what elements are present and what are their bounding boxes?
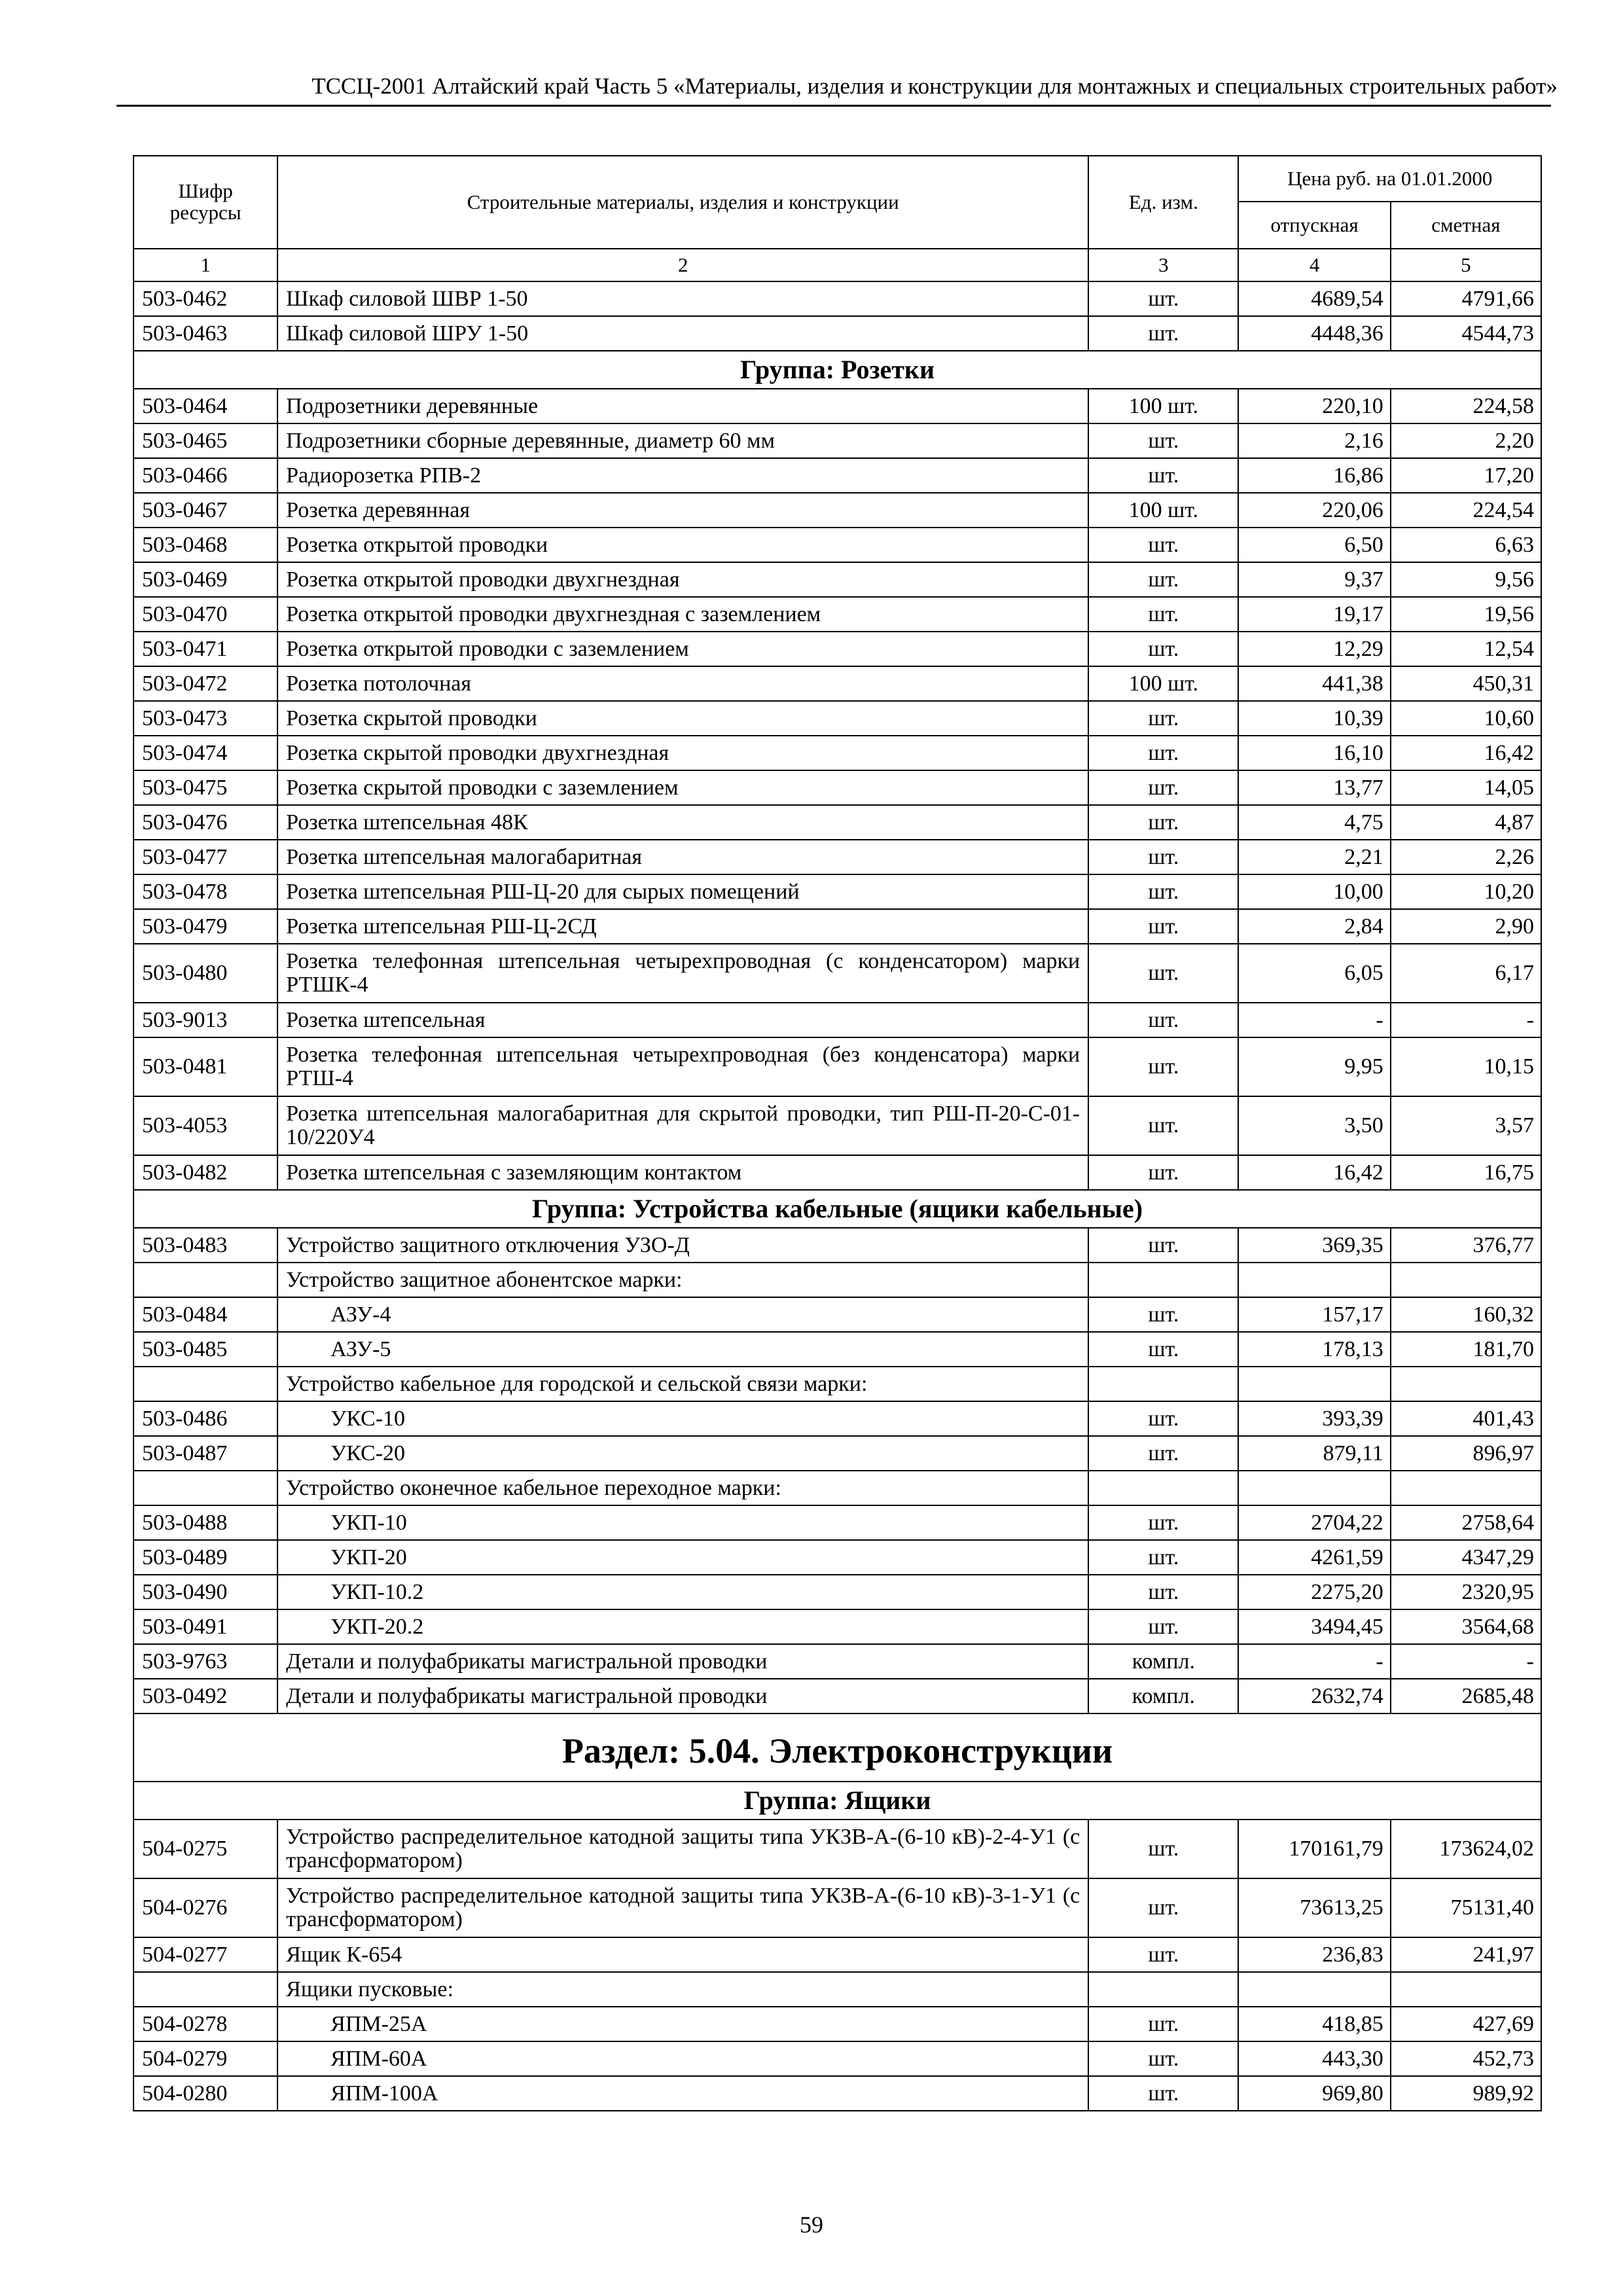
resource-code: 504-0279: [134, 2041, 277, 2076]
resource-code: 503-0484: [134, 1297, 277, 1332]
group-heading-row: [134, 1190, 1541, 1228]
unit-cell-empty: [1088, 1972, 1238, 2007]
table-row: [134, 1505, 1541, 1540]
col-number: 4: [1238, 249, 1390, 281]
release-price: 3,50: [1238, 1096, 1390, 1155]
estimate-price: 2,26: [1391, 840, 1541, 874]
price-cell-empty: [1391, 1471, 1541, 1505]
unit: шт.: [1088, 944, 1238, 1003]
unit: шт.: [1088, 562, 1238, 597]
estimate-price: 17,20: [1391, 458, 1541, 493]
material-name: Устройство распределительное катодной защиты типа УКЗВ-А-(6-10 кВ)-2-4-У1 (с трансформатором): [277, 1820, 1088, 1878]
table-body: [134, 281, 1541, 2111]
release-price: 16,86: [1238, 458, 1390, 493]
estimate-price: 3564,68: [1391, 1609, 1541, 1644]
resource-code: 503-0471: [134, 632, 277, 666]
resource-code: 503-0488: [134, 1505, 277, 1540]
estimate-price: 241,97: [1391, 1937, 1541, 1972]
material-name: Розетка штепсельная РШ-Ц-2СД: [277, 909, 1088, 944]
estimate-price: 14,05: [1391, 770, 1541, 805]
release-price: 9,37: [1238, 562, 1390, 597]
table-row: [134, 493, 1541, 528]
material-name: Розетка телефонная штепсельная четырехпроводная (без конденсатора) марки РТШ-4: [277, 1037, 1088, 1096]
subheading-row: [134, 1367, 1541, 1401]
estimate-price: 4347,29: [1391, 1540, 1541, 1575]
unit: шт.: [1088, 736, 1238, 770]
material-name: Ящик К-654: [277, 1937, 1088, 1972]
unit: шт.: [1088, 1297, 1238, 1332]
table-row: [134, 1228, 1541, 1263]
release-price: 16,10: [1238, 736, 1390, 770]
table-row: [134, 1003, 1541, 1037]
material-name: Розетка скрытой проводки с заземлением: [277, 770, 1088, 805]
resource-code: 503-9013: [134, 1003, 277, 1037]
estimate-price: 4544,73: [1391, 316, 1541, 351]
unit: шт.: [1088, 1575, 1238, 1609]
resource-code: 504-0277: [134, 1937, 277, 1972]
price-cell-empty: [1391, 1367, 1541, 1401]
release-price: 10,39: [1238, 701, 1390, 736]
table-row: [134, 1155, 1541, 1190]
unit: шт.: [1088, 1096, 1238, 1155]
col-header-name: Строительные материалы, изделия и конструкции: [277, 156, 1088, 249]
material-name: Розетка телефонная штепсельная четырехпроводная (с конденсатором) марки РТШК-4: [277, 944, 1088, 1003]
section-heading-row: [134, 1713, 1541, 1782]
estimate-price: 6,63: [1391, 528, 1541, 562]
group-heading-row: [134, 1782, 1541, 1820]
estimate-price: 2758,64: [1391, 1505, 1541, 1540]
resource-code: 503-0474: [134, 736, 277, 770]
table-row: [134, 423, 1541, 458]
release-price: 3494,45: [1238, 1609, 1390, 1644]
col-header-price-group: Цена руб. на 01.01.2000: [1238, 156, 1541, 202]
estimate-price: 12,54: [1391, 632, 1541, 666]
resource-code: 504-0280: [134, 2076, 277, 2111]
resource-code: 503-0482: [134, 1155, 277, 1190]
estimate-price: 6,17: [1391, 944, 1541, 1003]
material-name: ЯПМ-60А: [277, 2041, 1088, 2076]
resource-code: 503-0476: [134, 805, 277, 840]
release-price: 2,16: [1238, 423, 1390, 458]
unit: шт.: [1088, 1609, 1238, 1644]
resource-code: 503-0465: [134, 423, 277, 458]
release-price: 10,00: [1238, 874, 1390, 909]
material-name: Розетка штепсельная 48К: [277, 805, 1088, 840]
price-cell-empty: [1238, 1367, 1390, 1401]
resource-code: 503-0462: [134, 281, 277, 316]
unit: шт.: [1088, 1878, 1238, 1937]
release-price: 6,05: [1238, 944, 1390, 1003]
resource-code: 503-0473: [134, 701, 277, 736]
resource-code: 503-0481: [134, 1037, 277, 1096]
group-heading-row: [134, 351, 1541, 389]
col-number: 2: [277, 249, 1088, 281]
resource-code: 503-0480: [134, 944, 277, 1003]
material-name: Устройство распределительное катодной защиты типа УКЗВ-А-(6-10 кВ)-3-1-У1 (с трансформатором): [277, 1878, 1088, 1937]
resource-code: 503-0475: [134, 770, 277, 805]
estimate-price: 3,57: [1391, 1096, 1541, 1155]
estimate-price: 401,43: [1391, 1401, 1541, 1436]
material-name: Розетка штепсельная РШ-Ц-20 для сырых помещений: [277, 874, 1088, 909]
estimate-price: 4791,66: [1391, 281, 1541, 316]
material-name: Розетка открытой проводки двухгнездная с заземлением: [277, 597, 1088, 632]
subheading-name: Устройство оконечное кабельное переходное марки:: [277, 1471, 1088, 1505]
resource-code: 503-0489: [134, 1540, 277, 1575]
estimate-price: 2320,95: [1391, 1575, 1541, 1609]
material-name: Детали и полуфабрикаты магистральной проводки: [277, 1679, 1088, 1713]
unit: 100 шт.: [1088, 493, 1238, 528]
release-price: 2704,22: [1238, 1505, 1390, 1540]
unit: шт.: [1088, 2007, 1238, 2041]
material-name: Розетка штепсельная с заземляющим контактом: [277, 1155, 1088, 1190]
release-price: 441,38: [1238, 666, 1390, 701]
material-name: Устройство защитного отключения УЗО-Д: [277, 1228, 1088, 1263]
group-title: Группа: Розетки: [134, 351, 1541, 389]
resource-code: 503-0466: [134, 458, 277, 493]
col-number: 5: [1391, 249, 1541, 281]
col-header-unit: Ед. изм.: [1088, 156, 1238, 249]
estimate-price: -: [1391, 1003, 1541, 1037]
unit: шт.: [1088, 632, 1238, 666]
resource-code: 503-0479: [134, 909, 277, 944]
resource-code: 503-9763: [134, 1644, 277, 1679]
material-name: УКС-20: [277, 1436, 1088, 1471]
release-price: 19,17: [1238, 597, 1390, 632]
code-cell-empty: [134, 1972, 277, 2007]
release-price: 12,29: [1238, 632, 1390, 666]
estimate-price: 10,15: [1391, 1037, 1541, 1096]
resource-code: 503-0464: [134, 389, 277, 423]
estimate-price: 173624,02: [1391, 1820, 1541, 1878]
release-price: 157,17: [1238, 1297, 1390, 1332]
release-price: 13,77: [1238, 770, 1390, 805]
unit: шт.: [1088, 805, 1238, 840]
estimate-price: 16,75: [1391, 1155, 1541, 1190]
estimate-price: 16,42: [1391, 736, 1541, 770]
subheading-name: Устройство защитное абонентское марки:: [277, 1263, 1088, 1297]
release-price: 220,10: [1238, 389, 1390, 423]
material-name: Розетка открытой проводки двухгнездная: [277, 562, 1088, 597]
unit: шт.: [1088, 1540, 1238, 1575]
subheading-row: [134, 1263, 1541, 1297]
material-name: Шкаф силовой ШВР 1-50: [277, 281, 1088, 316]
unit: шт.: [1088, 2076, 1238, 2111]
unit: шт.: [1088, 701, 1238, 736]
table-row: [134, 736, 1541, 770]
unit: шт.: [1088, 1037, 1238, 1096]
unit: шт.: [1088, 1332, 1238, 1367]
unit: шт.: [1088, 1003, 1238, 1037]
material-name: Розетка штепсельная малогабаритная: [277, 840, 1088, 874]
resource-code: 503-0463: [134, 316, 277, 351]
estimate-price: 224,54: [1391, 493, 1541, 528]
table-row: [134, 2041, 1541, 2076]
unit-cell-empty: [1088, 1471, 1238, 1505]
unit: шт.: [1088, 458, 1238, 493]
material-name: УКП-10.2: [277, 1575, 1088, 1609]
unit: шт.: [1088, 874, 1238, 909]
release-price: -: [1238, 1003, 1390, 1037]
release-price: 2275,20: [1238, 1575, 1390, 1609]
estimate-price: 452,73: [1391, 2041, 1541, 2076]
unit: компл.: [1088, 1644, 1238, 1679]
material-name: Розетка штепсельная: [277, 1003, 1088, 1037]
col-header-release-price: отпускная: [1238, 202, 1390, 249]
unit: шт.: [1088, 423, 1238, 458]
estimate-price: 427,69: [1391, 2007, 1541, 2041]
table-row: [134, 805, 1541, 840]
unit: шт.: [1088, 840, 1238, 874]
estimate-price: 160,32: [1391, 1297, 1541, 1332]
material-name: УКС-10: [277, 1401, 1088, 1436]
release-price: 2632,74: [1238, 1679, 1390, 1713]
resource-code: 503-0486: [134, 1401, 277, 1436]
resource-code: 503-0483: [134, 1228, 277, 1263]
price-cell-empty: [1238, 1263, 1390, 1297]
table-row: [134, 909, 1541, 944]
resource-code: 503-0472: [134, 666, 277, 701]
release-price: 170161,79: [1238, 1820, 1390, 1878]
estimate-price: 376,77: [1391, 1228, 1541, 1263]
release-price: 393,39: [1238, 1401, 1390, 1436]
resource-code: 503-0469: [134, 562, 277, 597]
resource-code: 504-0278: [134, 2007, 277, 2041]
unit: шт.: [1088, 1401, 1238, 1436]
resource-code: 503-0468: [134, 528, 277, 562]
unit: шт.: [1088, 770, 1238, 805]
material-name: ЯПМ-100А: [277, 2076, 1088, 2111]
resource-code: 503-0467: [134, 493, 277, 528]
table-row: [134, 1937, 1541, 1972]
table-row: [134, 666, 1541, 701]
estimate-price: 10,60: [1391, 701, 1541, 736]
estimate-price: 224,58: [1391, 389, 1541, 423]
release-price: 418,85: [1238, 2007, 1390, 2041]
estimate-price: 75131,40: [1391, 1878, 1541, 1937]
unit: 100 шт.: [1088, 666, 1238, 701]
table-row: [134, 840, 1541, 874]
release-price: 236,83: [1238, 1937, 1390, 1972]
release-price: 4,75: [1238, 805, 1390, 840]
running-head: ТССЦ-2001 Алтайский край Часть 5 «Материалы, изделия и конструкции для монтажных и специальных строительных работ»: [312, 73, 1558, 99]
release-price: 443,30: [1238, 2041, 1390, 2076]
estimate-price: 19,56: [1391, 597, 1541, 632]
table-row: [134, 701, 1541, 736]
table-row: [134, 1332, 1541, 1367]
table-row: [134, 874, 1541, 909]
estimate-price: 9,56: [1391, 562, 1541, 597]
release-price: 4261,59: [1238, 1540, 1390, 1575]
unit: шт.: [1088, 1937, 1238, 1972]
release-price: 4689,54: [1238, 281, 1390, 316]
material-name: Шкаф силовой ШРУ 1-50: [277, 316, 1088, 351]
resource-code: 503-0492: [134, 1679, 277, 1713]
estimate-price: 2685,48: [1391, 1679, 1541, 1713]
unit: шт.: [1088, 1228, 1238, 1263]
table-row: [134, 316, 1541, 351]
unit: шт.: [1088, 528, 1238, 562]
estimate-price: 2,90: [1391, 909, 1541, 944]
unit: шт.: [1088, 597, 1238, 632]
release-price: 969,80: [1238, 2076, 1390, 2111]
unit: шт.: [1088, 1436, 1238, 1471]
resource-code: 504-0276: [134, 1878, 277, 1937]
price-table: [133, 155, 1542, 2111]
section-title: Раздел: 5.04. Электроконструкции: [134, 1713, 1541, 1782]
material-name: ЯПМ-25А: [277, 2007, 1088, 2041]
estimate-price: 896,97: [1391, 1436, 1541, 1471]
code-cell-empty: [134, 1471, 277, 1505]
release-price: 9,95: [1238, 1037, 1390, 1096]
table-row: [134, 1609, 1541, 1644]
unit: шт.: [1088, 281, 1238, 316]
group-title: Группа: Устройства кабельные (ящики кабельные): [134, 1190, 1541, 1228]
release-price: 879,11: [1238, 1436, 1390, 1471]
material-name: Розетка потолочная: [277, 666, 1088, 701]
table-row: [134, 1540, 1541, 1575]
resource-code: 504-0275: [134, 1820, 277, 1878]
table-row: [134, 1679, 1541, 1713]
price-cell-empty: [1391, 1263, 1541, 1297]
release-price: 16,42: [1238, 1155, 1390, 1190]
resource-code: 503-0478: [134, 874, 277, 909]
unit: компл.: [1088, 1679, 1238, 1713]
resource-code: 503-4053: [134, 1096, 277, 1155]
price-cell-empty: [1391, 1972, 1541, 2007]
table-row: [134, 1644, 1541, 1679]
material-name: Розетка деревянная: [277, 493, 1088, 528]
material-name: Розетка штепсельная малогабаритная для скрытой проводки, тип РШ-П-20-С-01-10/220У4: [277, 1096, 1088, 1155]
price-cell-empty: [1238, 1972, 1390, 2007]
release-price: 220,06: [1238, 493, 1390, 528]
estimate-price: 2,20: [1391, 423, 1541, 458]
code-cell-empty: [134, 1367, 277, 1401]
table-row: [134, 2007, 1541, 2041]
col-number: 1: [134, 249, 277, 281]
table-row: [134, 1297, 1541, 1332]
table-row: [134, 389, 1541, 423]
estimate-price: 989,92: [1391, 2076, 1541, 2111]
resource-code: 503-0490: [134, 1575, 277, 1609]
subheading-row: [134, 1471, 1541, 1505]
table-row: [134, 528, 1541, 562]
table-row: [134, 1575, 1541, 1609]
table-row: [134, 281, 1541, 316]
unit: 100 шт.: [1088, 389, 1238, 423]
unit: шт.: [1088, 1505, 1238, 1540]
resource-code: 503-0477: [134, 840, 277, 874]
table-row: [134, 562, 1541, 597]
unit: шт.: [1088, 2041, 1238, 2076]
unit: шт.: [1088, 1820, 1238, 1878]
release-price: 2,21: [1238, 840, 1390, 874]
unit-cell-empty: [1088, 1263, 1238, 1297]
material-name: Розетка открытой проводки: [277, 528, 1088, 562]
release-price: 178,13: [1238, 1332, 1390, 1367]
resource-code: 503-0470: [134, 597, 277, 632]
table-row: [134, 632, 1541, 666]
table-row: [134, 1401, 1541, 1436]
col-header-code: Шифр ресурсы: [134, 156, 277, 249]
estimate-price: 4,87: [1391, 805, 1541, 840]
release-price: 369,35: [1238, 1228, 1390, 1263]
table-row: [134, 2076, 1541, 2111]
release-price: -: [1238, 1644, 1390, 1679]
table-row: [134, 1878, 1541, 1937]
table-row: [134, 1096, 1541, 1155]
col-header-estimate-price: сметная: [1391, 202, 1541, 249]
table-row: [134, 1037, 1541, 1096]
resource-code: 503-0487: [134, 1436, 277, 1471]
unit: шт.: [1088, 1155, 1238, 1190]
subheading-name: Ящики пусковые:: [277, 1972, 1088, 2007]
group-title: Группа: Ящики: [134, 1782, 1541, 1820]
material-name: Радиорозетка РПВ-2: [277, 458, 1088, 493]
table-row: [134, 458, 1541, 493]
unit-cell-empty: [1088, 1367, 1238, 1401]
code-cell-empty: [134, 1263, 277, 1297]
table-row: [134, 770, 1541, 805]
table-row: [134, 1436, 1541, 1471]
material-name: УКП-10: [277, 1505, 1088, 1540]
material-name: УКП-20: [277, 1540, 1088, 1575]
material-name: Подрозетники деревянные: [277, 389, 1088, 423]
estimate-price: 10,20: [1391, 874, 1541, 909]
material-name: Розетка скрытой проводки двухгнездная: [277, 736, 1088, 770]
material-name: АЗУ-5: [277, 1332, 1088, 1367]
material-name: Подрозетники сборные деревянные, диаметр 60 мм: [277, 423, 1088, 458]
subheading-name: Устройство кабельное для городской и сельской связи марки:: [277, 1367, 1088, 1401]
table-row: [134, 944, 1541, 1003]
estimate-price: 450,31: [1391, 666, 1541, 701]
estimate-price: -: [1391, 1644, 1541, 1679]
unit: шт.: [1088, 316, 1238, 351]
material-name: УКП-20.2: [277, 1609, 1088, 1644]
resource-code: 503-0491: [134, 1609, 277, 1644]
material-name: Детали и полуфабрикаты магистральной проводки: [277, 1644, 1088, 1679]
table-row: [134, 597, 1541, 632]
estimate-price: 181,70: [1391, 1332, 1541, 1367]
release-price: 73613,25: [1238, 1878, 1390, 1937]
page-number: 59: [800, 2212, 823, 2238]
unit: шт.: [1088, 909, 1238, 944]
table-row: [134, 1820, 1541, 1878]
header-rule: [116, 105, 1551, 107]
release-price: 6,50: [1238, 528, 1390, 562]
subheading-row: [134, 1972, 1541, 2007]
price-cell-empty: [1238, 1471, 1390, 1505]
material-name: Розетка открытой проводки с заземлением: [277, 632, 1088, 666]
material-name: АЗУ-4: [277, 1297, 1088, 1332]
release-price: 4448,36: [1238, 316, 1390, 351]
resource-code: 503-0485: [134, 1332, 277, 1367]
col-number: 3: [1088, 249, 1238, 281]
material-name: Розетка скрытой проводки: [277, 701, 1088, 736]
release-price: 2,84: [1238, 909, 1390, 944]
